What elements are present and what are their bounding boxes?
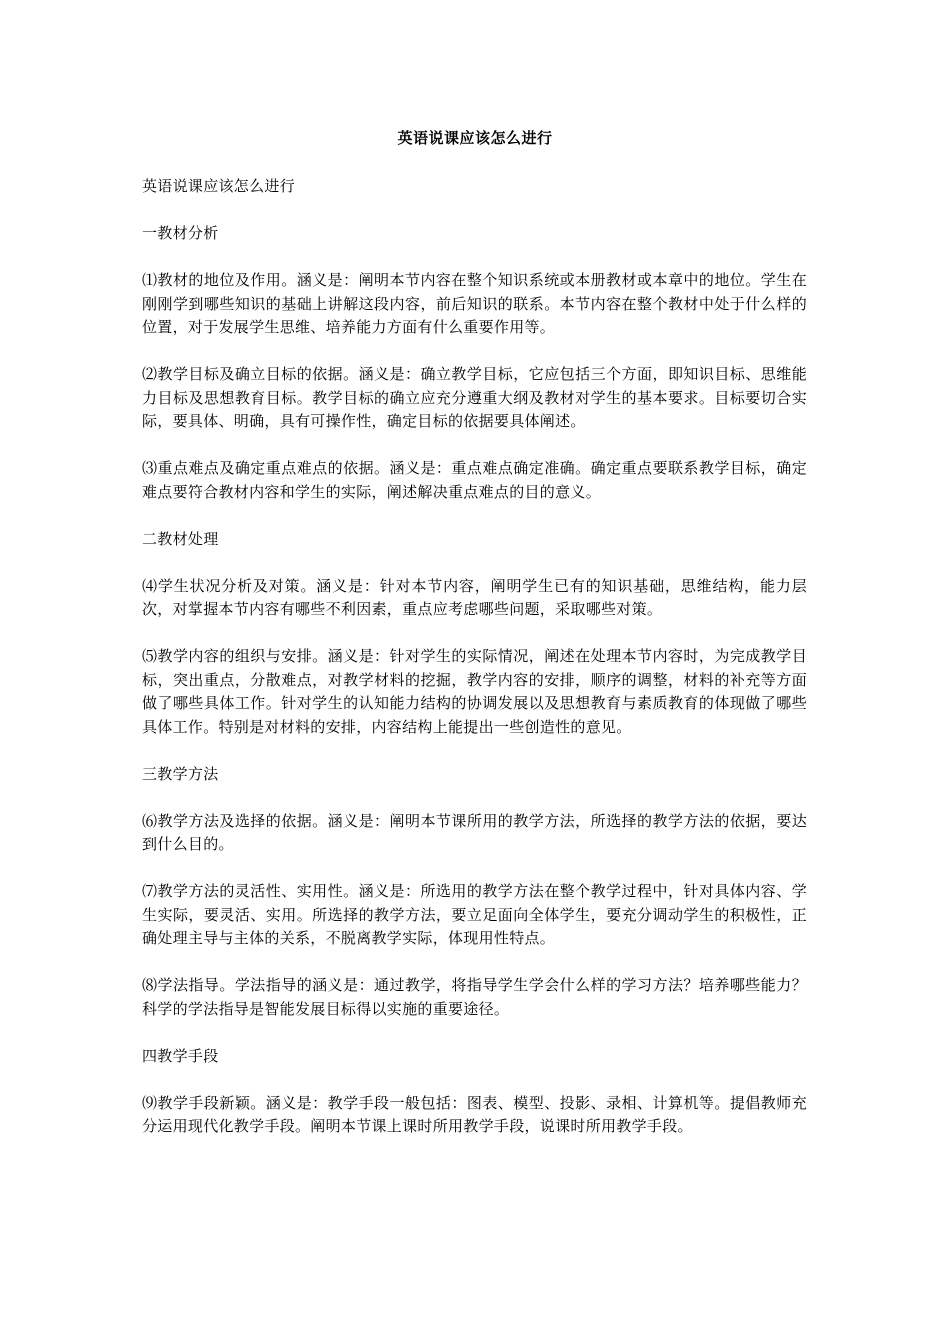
paragraph-item-3: ⑶重点难点及确定重点难点的依据。涵义是：重点难点确定准确。确定重点要联系教学目标，确定难点要符合教材内容和学生的实际，阐述解决重点难点的目的意义。	[142, 459, 807, 501]
paragraph-item-2: ⑵教学目标及确立目标的依据。涵义是：确立教学目标，它应包括三个方面，即知识目标、思维能力目标及思想教育目标。教学目标的确立应充分遵重大纲及教材对学生的基本要求。目标要切合实际，要具体、明确，具有可操作性，确定目标的依据要具体阐述。	[142, 365, 807, 430]
section-heading-textbook-handling: 二教材处理	[142, 529, 219, 548]
document-subtitle: 英语说课应该怎么进行	[142, 177, 296, 195]
section-heading-teaching-methods: 三教学方法	[142, 764, 219, 783]
section-heading-teaching-means: 四教学手段	[142, 1046, 219, 1065]
paragraph-item-4: ⑷学生状况分析及对策。涵义是：针对本节内容，阐明学生已有的知识基础，思维结构，能力层次，对掌握本节内容有哪些不利因素，重点应考虑哪些问题，采取哪些对策。	[142, 576, 807, 618]
paragraph-item-8: ⑻学法指导。学法指导的涵义是：通过教学，将指导学生学会什么样的学习方法？培养哪些能力？科学的学法指导是智能发展目标得以实施的重要途径。	[142, 976, 807, 1018]
paragraph-item-5: ⑸教学内容的组织与安排。涵义是：针对学生的实际情况，阐述在处理本节内容时，为完成教学目标，突出重点，分散难点，对教学材料的挖掘，教学内容的安排，顺序的调整，材料的补充等方面做了哪些具体工作。针对学生的认知能力结构的协调发展以及思想教育与素质教育的体现做了哪些具体工作。特别是对材料的安排，内容结构上能提出一些创造性的意见。	[142, 647, 807, 736]
paragraph-item-9: ⑼教学手段新颖。涵义是：教学手段一般包括：图表、模型、投影、录相、计算机等。提倡教师充分运用现代化教学手段。阐明本节课上课时所用教学手段，说课时所用教学手段。	[142, 1093, 807, 1135]
paragraph-item-6: ⑹教学方法及选择的依据。涵义是：阐明本节课所用的教学方法，所选择的教学方法的依据，要达到什么目的。	[142, 811, 807, 853]
section-heading-textbook-analysis: 一教材分析	[142, 224, 219, 242]
paragraph-item-1: ⑴教材的地位及作用。涵义是：阐明本节内容在整个知识系统或本册教材或本章中的地位。学生在刚刚学到哪些知识的基础上讲解这段内容，前后知识的联系。本节内容在整个教材中处于什么样的位置，对于发展学生思维、培养能力方面有什么重要作用等。	[142, 271, 807, 336]
document-body	[142, 175, 807, 1162]
paragraph-item-7: ⑺教学方法的灵活性、实用性。涵义是：所选用的教学方法在整个教学过程中，针对具体内容、学生实际，要灵活、实用。所选择的教学方法，要立足面向全体学生，要充分调动学生的积极性，正确处理主导与主体的关系，不脱离教学实际，体现用性特点。	[142, 882, 807, 947]
document-title: 英语说课应该怎么进行	[397, 129, 553, 147]
